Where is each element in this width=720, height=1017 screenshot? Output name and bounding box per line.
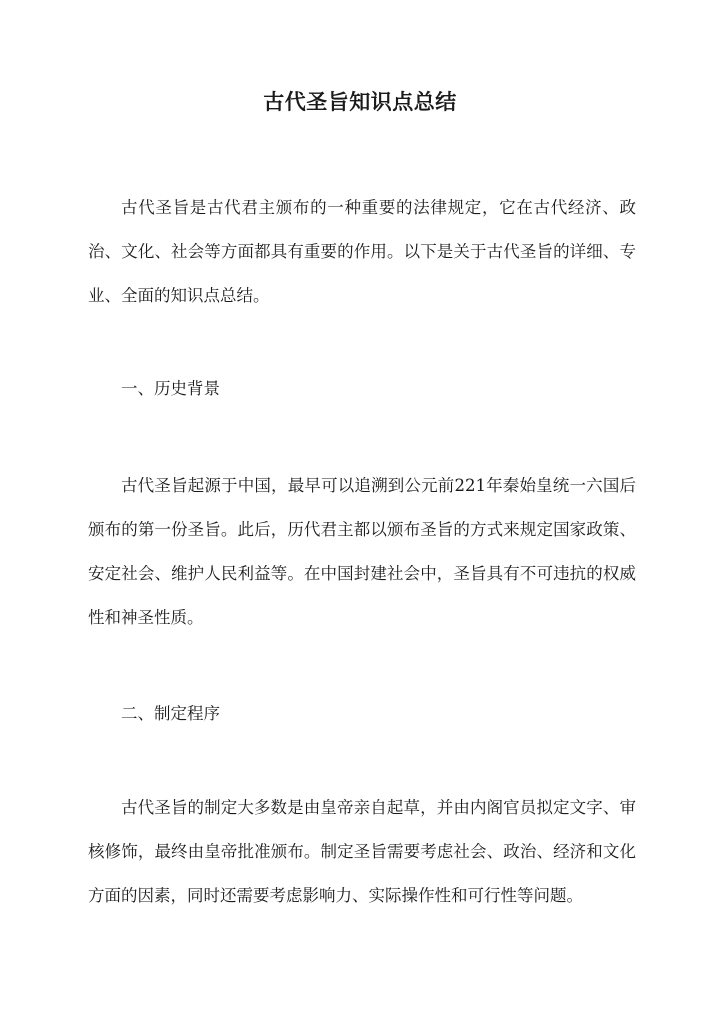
intro-paragraph: 古代圣旨是古代君主颁布的一种重要的法律规定，它在古代经济、政治、文化、社会等方面都具有重要的作用。以下是关于古代圣旨的详细、专业、全面的知识点总结。 <box>88 198 636 305</box>
section-body-procedure: 古代圣旨的制定大多数是由皇帝亲自起草，并由内阁官员拟定文字、审核修饰，最终由皇帝批准颁布。制定圣旨需要考虑社会、政治、经济和文化方面的因素，同时还需要考虑影响力、实际操作性和可行性等问题。 <box>88 798 636 905</box>
section-body-history: 古代圣旨起源于中国，最早可以追溯到公元前221年秦始皇统一六国后颁布的第一份圣旨。此后，历代君主都以颁布圣旨的方式来规定国家政策、安定社会、维护人民利益等。在中国封建社会中，圣旨具有不可违抗的权威性和神圣性质。 <box>88 476 636 627</box>
section-heading-history: 一、历史背景 <box>121 379 220 398</box>
section-heading-procedure: 二、制定程序 <box>121 704 220 723</box>
document-title: 古代圣旨知识点总结 <box>263 89 457 114</box>
